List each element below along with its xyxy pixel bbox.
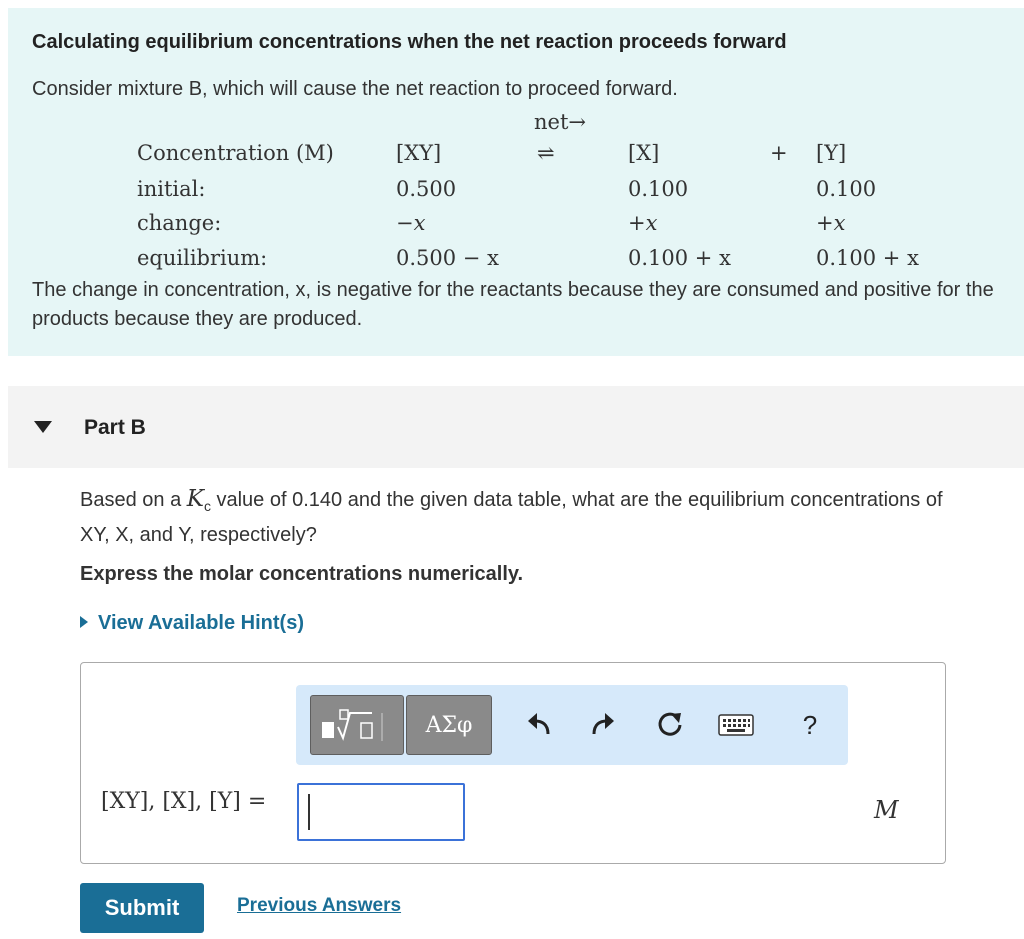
row-change-label: change: xyxy=(137,211,222,235)
row-equilibrium-xy: 0.500 − x xyxy=(396,246,499,270)
row-change-y: +x xyxy=(816,211,846,235)
intro-title: Calculating equilibrium concentrations when the net reaction proceeds forward xyxy=(32,31,787,53)
equilibrium-arrow: ⇌ xyxy=(537,141,555,165)
table-header-label: Concentration (M) xyxy=(137,141,334,165)
intro-panel xyxy=(8,8,1024,356)
table-header-y: [Y] xyxy=(816,141,847,165)
row-initial-xy: 0.500 xyxy=(396,177,457,201)
submit-button[interactable]: Submit xyxy=(80,883,204,933)
text-caret xyxy=(308,794,310,830)
expand-triangle-icon xyxy=(80,616,88,628)
row-equilibrium-y: 0.100 + x xyxy=(816,246,919,270)
reset-icon[interactable] xyxy=(654,705,686,745)
row-change-xy: −x xyxy=(396,211,426,235)
math-toolbar xyxy=(296,685,848,765)
table-header-x: [X] xyxy=(628,141,660,165)
undo-icon[interactable] xyxy=(524,705,554,745)
templates-button[interactable] xyxy=(310,695,404,755)
part-b-header[interactable] xyxy=(8,386,1024,468)
instruction-text: Express the molar concentrations numerically. xyxy=(80,563,524,585)
intro-subtitle: Consider mixture B, which will cause the net reaction to proceed forward. xyxy=(32,78,678,100)
templates-icon xyxy=(316,705,398,745)
row-initial-y: 0.100 xyxy=(816,177,877,201)
view-hints-label: View Available Hint(s) xyxy=(98,612,304,634)
greek-symbols-button[interactable]: ΑΣφ xyxy=(406,695,492,755)
unit-label: M xyxy=(874,796,899,824)
kc-symbol: K xyxy=(186,486,204,512)
part-title: Part B xyxy=(84,416,146,439)
kc-subscript: c xyxy=(203,498,211,514)
previous-answers-link[interactable]: Previous Answers xyxy=(237,895,402,916)
table-header-xy: [XY] xyxy=(396,141,442,165)
answer-label: [XY], [X], [Y] = xyxy=(101,789,267,814)
net-arrow-label: net→ xyxy=(534,110,586,134)
help-icon[interactable]: ? xyxy=(802,709,818,740)
keyboard-icon[interactable] xyxy=(716,705,756,745)
row-initial-label: initial: xyxy=(137,177,206,201)
answer-input[interactable] xyxy=(297,783,465,841)
view-hints-link[interactable] xyxy=(80,612,304,635)
answer-box xyxy=(80,662,946,864)
row-change-x: +x xyxy=(628,211,658,235)
collapse-triangle-icon[interactable] xyxy=(34,421,52,433)
row-equilibrium-label: equilibrium: xyxy=(137,246,268,270)
intro-note: The change in concentration, x, is negative for the reactants because they are consumed and positive for the products because they are produced. xyxy=(32,279,994,330)
question-text: Based on a $K_c$ value of 0.140 and the given data table, what are the equilibrium concentrations of XY, X, and Y, respectively? xyxy=(80,486,943,546)
redo-icon[interactable] xyxy=(588,705,618,745)
plus-sign: + xyxy=(770,141,788,165)
row-initial-x: 0.100 xyxy=(628,177,689,201)
row-equilibrium-x: 0.100 + x xyxy=(628,246,731,270)
